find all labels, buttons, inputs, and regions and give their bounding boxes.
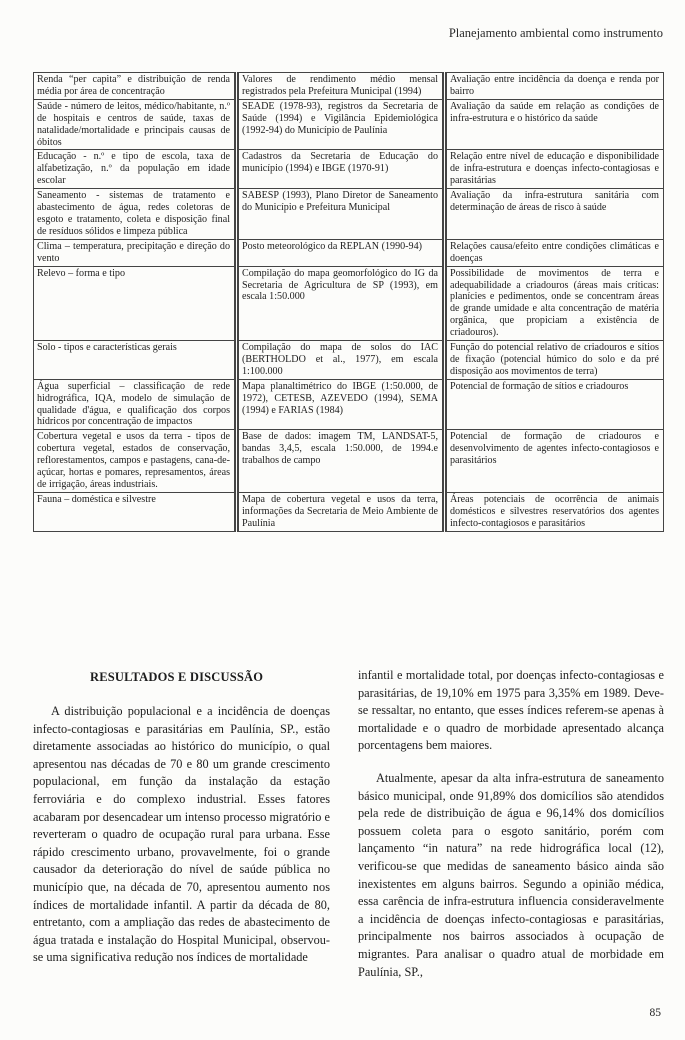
table-cell-source: Compilação do mapa de solos do IAC (BERTHOLDO et al., 1977), em escala 1:100.000 (237, 341, 445, 380)
table-cell-use: Relações causa/efeito entre condições climáticas e doenças (445, 239, 664, 266)
indicator-table (33, 72, 664, 532)
table-row (34, 341, 664, 380)
table-row (34, 99, 664, 150)
table-row (34, 379, 664, 430)
table-row (34, 266, 664, 340)
section-heading: RESULTADOS E DISCUSSÃO (90, 670, 264, 684)
table-cell-indicator: Renda “per capita” e distribuição de renda média por área de concentração (34, 73, 237, 100)
table-cell-source: Cadastros da Secretaria de Educação do município (1994) e IBGE (1970-91) (237, 150, 445, 189)
table-cell-use: Potencial de formação de criadouros e desenvolvimento de agentes infecto-contagiosos e parasitários (445, 430, 664, 493)
table-cell-use: Potencial de formação de sítios e criadouros (445, 379, 664, 430)
running-header: Planejamento ambiental como instrumento (448, 26, 663, 40)
table-cell-indicator: Cobertura vegetal e usos da terra - tipos de cobertura vegetal, estados de conservação, reflorestamentos, campos e pastagens, cana-de-açúcar, hortas e pomares, represamentos, áreas de irrigação, áreas industriais. (34, 430, 237, 493)
body-paragraph-left: A distribuição populacional e a incidência de doenças infecto-contagiosas e parasitárias em Paulínia, SP., estão diretamente associadas ao histórico do município, o qual apresentou nas décadas de 70 e 80 um grande crescimento populacional, em função da instalação da estação ferroviária e do complexo industrial. Esses fatores acabaram por desencadear um intenso processo migratório e reverteram o quadro de ocupação rural para urbana. Esse rápido crescimento urbano, provavelmente, foi o grande causador da deterioração do nível de saúde pública no município que, na década de 70, apresentou aumento nos índices de mortalidade infantil. A partir da década de 80, entretanto, com a ampliação das redes de abastecimento de água tratada e instalação do Hospital Municipal, observou-se uma significativa redução nos índices de mortalidade (33, 704, 330, 965)
table-cell-indicator: Solo - tipos e características gerais (34, 341, 237, 380)
table-cell-source: Posto meteorológico da REPLAN (1990-94) (237, 239, 445, 266)
table-cell-indicator: Relevo – forma e tipo (34, 266, 237, 340)
table-cell-source: SEADE (1978-93), registros da Secretaria de Saúde (1994) e Vigilância Epidemiológica (1992-94) do Município de Paulínia (237, 99, 445, 150)
table-cell-source: SABESP (1993), Plano Diretor de Saneamento do Município e Prefeitura Municipal (237, 189, 445, 240)
table-cell-use: Função do potencial relativo de criadouros e sítios de fixação (potencial húmico do solo e da pré disposição aos movimentos de terra) (445, 341, 664, 380)
table-row (34, 73, 664, 100)
table-cell-use: Áreas potenciais de ocorrência de animais domésticos e silvestres reservatórios dos agentes infecto-contagiosos e parasitários (445, 492, 664, 531)
table-cell-indicator: Fauna – doméstica e silvestre (34, 492, 237, 531)
body-paragraph-right: Atualmente, apesar da alta infra-estrutura de saneamento básico municipal, onde 91,89% dos domicílios são atendidos pela rede de distribuição de água e 96,14% dos domicílios possuem coleta para o esgoto sanitário, porém com lançamento “in natura” na rede hidrográfica local (12), verificou-se que medidas de saneamento básico ainda são inexistentes em alguns bairros. Segundo a opinião médica, essa carência de infra-estrutura influencia consideravelmente a incidência de doenças infecto-contagiosas e parasitárias, principalmente nos bairros associados à ocupação de migrantes. Para analisar o quadro atual de morbidade em Paulínia, SP., (358, 771, 664, 979)
table-row (34, 430, 664, 493)
table-row (34, 239, 664, 266)
table-row (34, 150, 664, 189)
table-cell-use: Avaliação entre incidência da doença e renda por bairro (445, 73, 664, 100)
table-row (34, 492, 664, 531)
table-cell-source: Compilação do mapa geomorfológico do IG da Secretaria de Agricultura de SP (1993), em escala 1:50.000 (237, 266, 445, 340)
table-cell-indicator: Água superficial – classificação de rede hidrográfica, IQA, modelo de simulação de qualidade d'água, e qualificação dos corpos hídricos por concentração de impactos (34, 379, 237, 430)
table-cell-use: Avaliação da infra-estrutura sanitária com determinação de áreas de risco à saúde (445, 189, 664, 240)
table-cell-indicator: Clima – temperatura, precipitação e direção do vento (34, 239, 237, 266)
body-paragraph-continuation: infantil e mortalidade total, por doenças infecto-contagiosas e parasitárias, de 19,10% em 1975 para 3,35% em 1989. Deve-se ressaltar, no entanto, que esses índices referem-se apenas à mortalidade e o quadro de morbidade apresentado alcança porcentagens bem maiores. (358, 668, 664, 753)
table-cell-source: Valores de rendimento médio mensal registrados pela Prefeitura Municipal (1994) (237, 73, 445, 100)
table-cell-indicator: Educação - n.º e tipo de escola, taxa de alfabetização, n.º da população em idade escolar (34, 150, 237, 189)
table-row (34, 189, 664, 240)
table-cell-use: Relação entre nível de educação e disponibilidade de infra-estrutura e doenças infecto-contagiosas e parasitárias (445, 150, 664, 189)
page-number: 85 (649, 1007, 661, 1019)
table-cell-source: Base de dados: imagem TM, LANDSAT-5, bandas 3,4,5, escala 1:50.000, de 1994.e trabalhos de campo (237, 430, 445, 493)
table-cell-source: Mapa planaltimétrico do IBGE (1:50.000, de 1972), CETESB, AZEVEDO (1994), SEMA (1994) e FARIAS (1984) (237, 379, 445, 430)
table-cell-use: Avaliação da saúde em relação as condições de infra-estrutura e o histórico da saúde (445, 99, 664, 150)
table-cell-indicator: Saúde - número de leitos, médico/habitante, n.º de hospitais e centros de saúde, taxas de natalidade/mortalidade e principais causas de óbitos (34, 99, 237, 150)
table-cell-source: Mapa de cobertura vegetal e usos da terra, informações da Secretaria de Meio Ambiente de Paulínia (237, 492, 445, 531)
table-cell-use: Possibilidade de movimentos de terra e adequabilidade a criadouros (áreas mais críticas: planícies e pedimentos, onde se concentram áreas de grande umidade e alta concentração de matéria orgânica, que propiciam a existência de criadouros). (445, 266, 664, 340)
table-cell-indicator: Saneamento - sistemas de tratamento e abastecimento de água, redes coletoras de esgoto e tratamento, coleta e disposição final de resíduos sólidos e limpeza pública (34, 189, 237, 240)
